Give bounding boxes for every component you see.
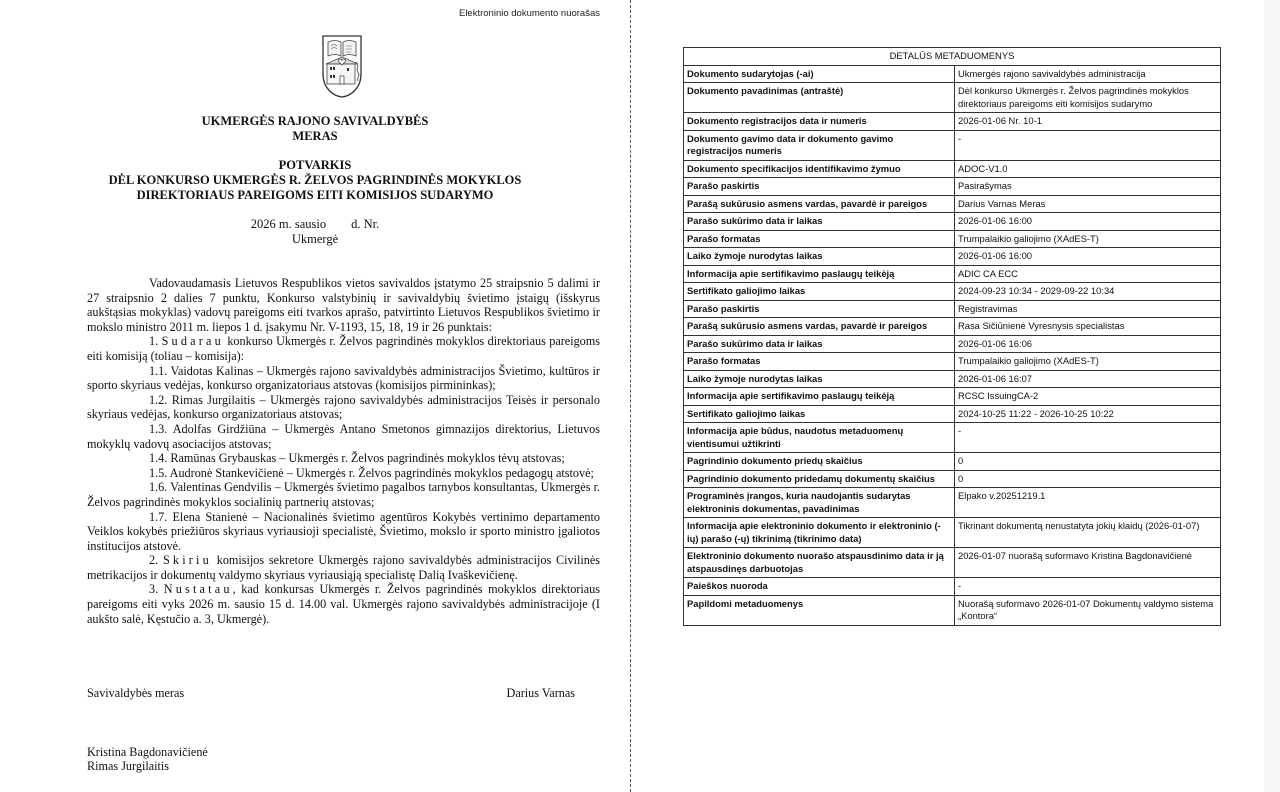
metadata-key: Programinės įrangos, kuria naudojantis sudarytas elektroninis dokumentas, pavadinimas xyxy=(684,488,955,518)
metadata-value: Trumpalaikio galiojimo (XAdES-T) xyxy=(955,230,1221,248)
metadata-key: Parašo sukūrimo data ir laikas xyxy=(684,213,955,231)
metadata-key: Papildomi metaduomenys xyxy=(684,595,955,625)
metadata-key: Parašo formatas xyxy=(684,353,955,371)
doc-title-line-1: DĖL KONKURSO UKMERGĖS R. ŽELVOS PAGRINDINĖS MOKYKLOS xyxy=(108,173,522,187)
metadata-value: 2026-01-06 16:00 xyxy=(955,248,1221,266)
metadata-row xyxy=(684,453,1221,471)
metadata-key: Laiko žymoje nurodytas laikas xyxy=(684,370,955,388)
metadata-row xyxy=(684,335,1221,353)
item-1-2: 1.2. Rimas Jurgilaitis – Ukmergės rajono savivaldybės administracijos Teisės ir personalo skyriaus vedėjas, konkurso organizatoriaus atstovas; xyxy=(87,392,600,422)
metadata-row xyxy=(684,113,1221,131)
metadata-value: Elpako v.20251219.1 xyxy=(955,488,1221,518)
metadata-value: Trumpalaikio galiojimo (XAdES-T) xyxy=(955,353,1221,371)
metadata-row xyxy=(684,195,1221,213)
doc-type: POTVARKIS xyxy=(278,158,352,172)
metadata-row xyxy=(684,213,1221,231)
metadata-value: Rasa Sičiūnienė Vyresnysis specialistas xyxy=(955,318,1221,336)
metadata-key: Dokumento registracijos data ir numeris xyxy=(684,113,955,131)
metadata-row xyxy=(684,300,1221,318)
metadata-key: Parašo formatas xyxy=(684,230,955,248)
metadata-table xyxy=(683,47,1221,626)
metadata-key: Sertifikato galiojimo laikas xyxy=(684,283,955,301)
metadata-key: Dokumento pavadinimas (antraštė) xyxy=(684,83,955,113)
item-1-4: 1.4. Ramūnas Grybauskas – Ukmergės r. Želvos pagrindinės mokyklos tėvų atstovas; xyxy=(149,451,565,466)
page-divider xyxy=(630,0,631,792)
metadata-key: Parašo sukūrimo data ir laikas xyxy=(684,335,955,353)
metadata-value: Darius Varnas Meras xyxy=(955,195,1221,213)
preparers xyxy=(87,745,208,773)
metadata-value: - xyxy=(955,423,1221,453)
item-1-7: 1.7. Elena Stanienė – Nacionalinės švietimo agentūros Kokybės vertinimo departamento Veiklos kokybės priežiūros skyriaus vyriausioji specialistė, Švietimo, mokslo ir sporto ministro įgaliotos institucijos atstovė. xyxy=(87,509,600,553)
metadata-title: DETALŪS METADUOMENYS xyxy=(684,48,1221,66)
metadata-row xyxy=(684,283,1221,301)
metadata-rows xyxy=(684,65,1221,625)
metadata-key: Parašo paskirtis xyxy=(684,178,955,196)
viewer-scroll-gutter xyxy=(1264,0,1280,792)
metadata-key: Elektroninio dokumento nuorašo atspausdinimo data ir ją atspausdinęs darbuotojas xyxy=(684,548,955,578)
institution-line-2: MERAS xyxy=(292,129,338,143)
metadata-row xyxy=(684,388,1221,406)
item-1-1: 1.1. Vaidotas Kalinas – Ukmergės rajono savivaldybės administracijos Švietimo, kultūros ir sporto skyriaus vedėjas, konkurso organizatoriaus atstovas (komisijos pirmininkas); xyxy=(87,363,600,393)
signer-position: Savivaldybės meras xyxy=(87,686,185,700)
metadata-row xyxy=(684,595,1221,625)
metadata-row xyxy=(684,130,1221,160)
metadata-key: Dokumento gavimo data ir dokumento gavimo registracijos numeris xyxy=(684,130,955,160)
doc-date-number: 2026 m. sausio d. Nr. xyxy=(250,217,380,231)
metadata-row xyxy=(684,318,1221,336)
metadata-value: 2024-09-23 10:34 - 2029-09-22 10:34 xyxy=(955,283,1221,301)
metadata-key: Laiko žymoje nurodytas laikas xyxy=(684,248,955,266)
metadata-row xyxy=(684,548,1221,578)
metadata-value: Pasirašymas xyxy=(955,178,1221,196)
metadata-key: Paieškos nuoroda xyxy=(684,578,955,596)
metadata-value: Dėl konkurso Ukmergės r. Želvos pagrindinės mokyklos direktoriaus pareigoms eiti komisijos sudarymo xyxy=(955,83,1221,113)
doc-title-line-2: DIREKTORIAUS PAREIGOMS EITI KOMISIJOS SUDARYMO xyxy=(136,188,494,202)
metadata-key: Parašo paskirtis xyxy=(684,300,955,318)
coat-of-arms-icon xyxy=(321,34,363,98)
metadata-value: Registravimas xyxy=(955,300,1221,318)
metadata-key: Parašą sukūrusio asmens vardas, pavardė ir pareigos xyxy=(684,195,955,213)
doc-place: Ukmergė xyxy=(291,232,339,246)
item-3-verb: Nustatau xyxy=(163,582,233,597)
metadata-value: 2026-01-06 16:07 xyxy=(955,370,1221,388)
metadata-row xyxy=(684,423,1221,453)
item-2: 2. Skiriu komisijos sekretore Ukmergės rajono savivaldybės administracijos Civilinės metrikacijos ir dokumentų valdymo skyriaus vyriausiąją specialistę Dalią Ivaškevičienę. xyxy=(87,553,600,582)
preparer-name: Kristina Bagdonavičienė xyxy=(87,745,208,759)
metadata-value: 2024-10-25 11:22 - 2026-10-25 10:22 xyxy=(955,405,1221,423)
item-1-6: 1.6. Valentinas Gendvilis – Ukmergės švietimo pagalbos tarnybos konsultantas, Ukmergės r. Želvos pagrindinės mokyklos socialinių partnerių atstovas; xyxy=(87,480,600,509)
item-1-3: 1.3. Adolfas Girdžiūna – Ukmergės Antano Smetonos gimnazijos direktorius, Lietuvos mokyklų vadovų asociacijos atstovas; xyxy=(87,421,600,451)
document-body xyxy=(87,276,600,626)
metadata-key: Dokumento specifikacijos identifikavimo žymuo xyxy=(684,160,955,178)
metadata-key: Informacija apie būdus, naudotus metaduomenų vientisumui užtikrinti xyxy=(684,423,955,453)
metadata-value: Nuorašą suformavo 2026-01-07 Dokumentų valdymo sistema „Kontora“ xyxy=(955,595,1221,625)
metadata-row xyxy=(684,83,1221,113)
metadata-row xyxy=(684,265,1221,283)
institution-line-1: UKMERGĖS RAJONO SAVIVALDYBĖS xyxy=(201,114,429,128)
metadata-value: - xyxy=(955,578,1221,596)
metadata-row xyxy=(684,230,1221,248)
metadata-value: RCSC IssuingCA-2 xyxy=(955,388,1221,406)
metadata-value: Ukmergės rajono savivaldybės administracija xyxy=(955,65,1221,83)
metadata-value: ADIC CA ECC xyxy=(955,265,1221,283)
metadata-row xyxy=(684,578,1221,596)
metadata-value: Tikrinant dokumentą nenustatyta jokių klaidų (2026-01-07) xyxy=(955,518,1221,548)
metadata-row xyxy=(684,160,1221,178)
metadata-value: ADOC-V1.0 xyxy=(955,160,1221,178)
item-1-verb: Sudarau xyxy=(161,334,224,349)
metadata-row xyxy=(684,65,1221,83)
metadata-key: Informacija apie sertifikavimo paslaugų teikėją xyxy=(684,265,955,283)
metadata-value: 2026-01-07 nuorašą suformavo Kristina Bagdonavičienė xyxy=(955,548,1221,578)
signature-block xyxy=(87,686,575,701)
metadata-value: 2026-01-06 16:00 xyxy=(955,213,1221,231)
metadata-row xyxy=(684,488,1221,518)
metadata-table-header xyxy=(684,48,1221,66)
metadata-value: 0 xyxy=(955,453,1221,471)
copy-label: Elektroninio dokumento nuorašas xyxy=(458,8,600,19)
preparer-name: Rimas Jurgilaitis xyxy=(87,759,170,773)
item-2-verb: Skiriu xyxy=(162,553,212,568)
metadata-row xyxy=(684,370,1221,388)
metadata-value: 2026-01-06 16:06 xyxy=(955,335,1221,353)
intro-paragraph: Vadovaudamasis Lietuvos Respublikos vietos savivaldos įstatymo 25 straipsnio 5 dalimi ir 27 straipsnio 2 dalies 7 punktu, Konkurso valstybinių ir savivaldybių švietimo įstaigų (išskyrus aukštąsias mokyklas) vadovų pareigoms eiti tvarkos aprašo, patvirtinto Lietuvos Respublikos švietimo ir mokslo ministro 2011 m. liepos 1 d. įsakymu Nr. V-1193, 15, 18, 19 ir 26 punktais: xyxy=(87,276,600,334)
metadata-row xyxy=(684,518,1221,548)
signer-name: Darius Varnas xyxy=(506,686,575,700)
item-1: 1. Sudarau konkurso Ukmergės r. Želvos pagrindinės mokyklos direktoriaus pareigoms eiti komisiją (toliau – komisija): xyxy=(87,334,600,363)
metadata-row xyxy=(684,248,1221,266)
item-3: 3. Nustatau, kad konkursas Ukmergės r. Želvos pagrindinės mokyklos direktoriaus pareigoms eiti vyks 2026 m. sausio 15 d. 14.00 val. Ukmergės rajono savivaldybės administracijoje (I aukšto salė, Kęstučio a. 3, Ukmergė). xyxy=(87,582,600,626)
item-1-5: 1.5. Audronė Stankevičienė – Ukmergės r. Želvos pagrindinės mokyklos pedagogų atstovė; xyxy=(149,465,594,480)
metadata-key: Informacija apie sertifikavimo paslaugų teikėją xyxy=(684,388,955,406)
metadata-key: Pagrindinio dokumento priedų skaičius xyxy=(684,453,955,471)
metadata-row xyxy=(684,178,1221,196)
metadata-key: Sertifikato galiojimo laikas xyxy=(684,405,955,423)
metadata-key: Dokumento sudarytojas (-ai) xyxy=(684,65,955,83)
metadata-row xyxy=(684,353,1221,371)
metadata-value: - xyxy=(955,130,1221,160)
metadata-row xyxy=(684,470,1221,488)
metadata-key: Pagrindinio dokumento pridedamų dokumentų skaičius xyxy=(684,470,955,488)
metadata-key: Parašą sukūrusio asmens vardas, pavardė ir pareigos xyxy=(684,318,955,336)
metadata-value: 2026-01-06 Nr. 10-1 xyxy=(955,113,1221,131)
metadata-row xyxy=(684,405,1221,423)
metadata-key: Informacija apie elektroninio dokumento ir elektroninio (-ių) parašo (-ų) tikrinimą (tikrinimo data) xyxy=(684,518,955,548)
metadata-value: 0 xyxy=(955,470,1221,488)
